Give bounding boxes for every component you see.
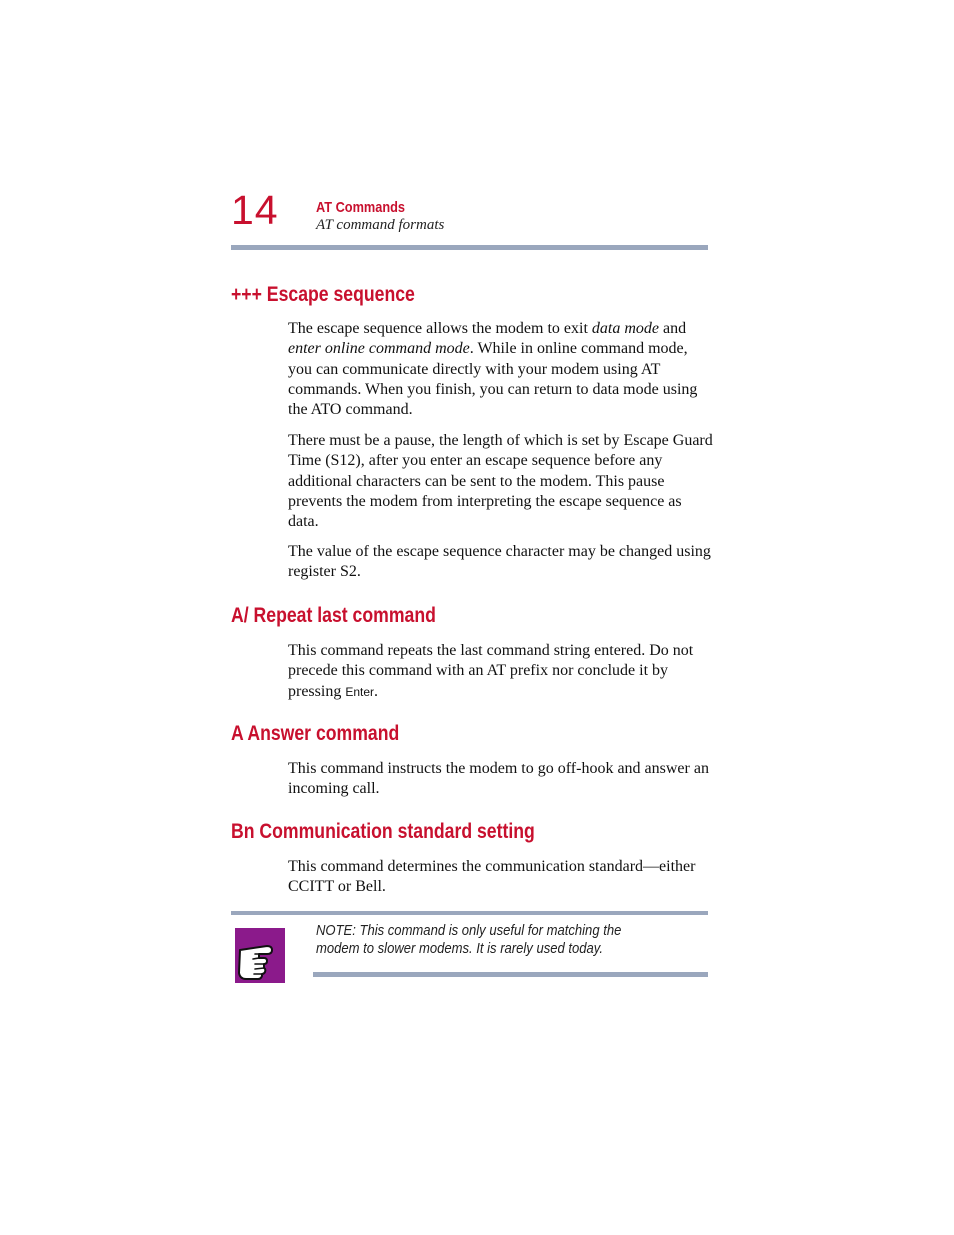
page-number: 14	[231, 187, 279, 233]
escape-sequence-paragraph-1: The escape sequence allows the modem to exit data mode and enter online command mode. While in online command mode, you can communicate directly with your modem using AT commands. When you finish, you can return to data mode using the ATO command.	[288, 320, 698, 419]
section-heading-communication-standard: Bn Communication standard setting	[231, 820, 535, 843]
section-heading-repeat-last-command: A/ Repeat last command	[231, 604, 436, 627]
repeat-last-command-paragraph: This command repeats the last command string entered. Do not precede this command with an AT prefix nor conclude it by pressing Enter.	[288, 642, 694, 700]
note-line-1: NOTE: This command is only useful for matching the	[316, 922, 622, 939]
enter-key-label: Enter	[345, 684, 375, 699]
escape-sequence-paragraph-2: There must be a pause, the length of which is set by Escape Guard Time (S12), after you enter an escape sequence before any additional characters can be sent to the modem. This pause prevents the modem from interpreting the escape sequence as data.	[288, 432, 713, 531]
note-bottom-rule	[313, 972, 708, 977]
communication-standard-paragraph: This command determines the communication standard—either CCITT or Bell.	[288, 858, 696, 896]
note-text	[316, 922, 629, 958]
note-line-2: modem to slower modems. It is rarely used today.	[316, 940, 603, 957]
running-subtitle: AT command formats	[316, 217, 445, 233]
answer-command-paragraph: This command instructs the modem to go off-hook and answer an incoming call.	[288, 760, 709, 798]
pointing-hand-icon	[235, 928, 285, 983]
section-heading-answer-command: A Answer command	[231, 722, 400, 745]
running-title: AT Commands	[316, 199, 406, 216]
section-heading-escape-sequence: +++ Escape sequence	[231, 283, 415, 306]
header-rule	[231, 245, 708, 250]
escape-sequence-paragraph-3: The value of the escape sequence character may be changed using register S2.	[288, 543, 711, 581]
note-top-rule	[231, 911, 708, 915]
